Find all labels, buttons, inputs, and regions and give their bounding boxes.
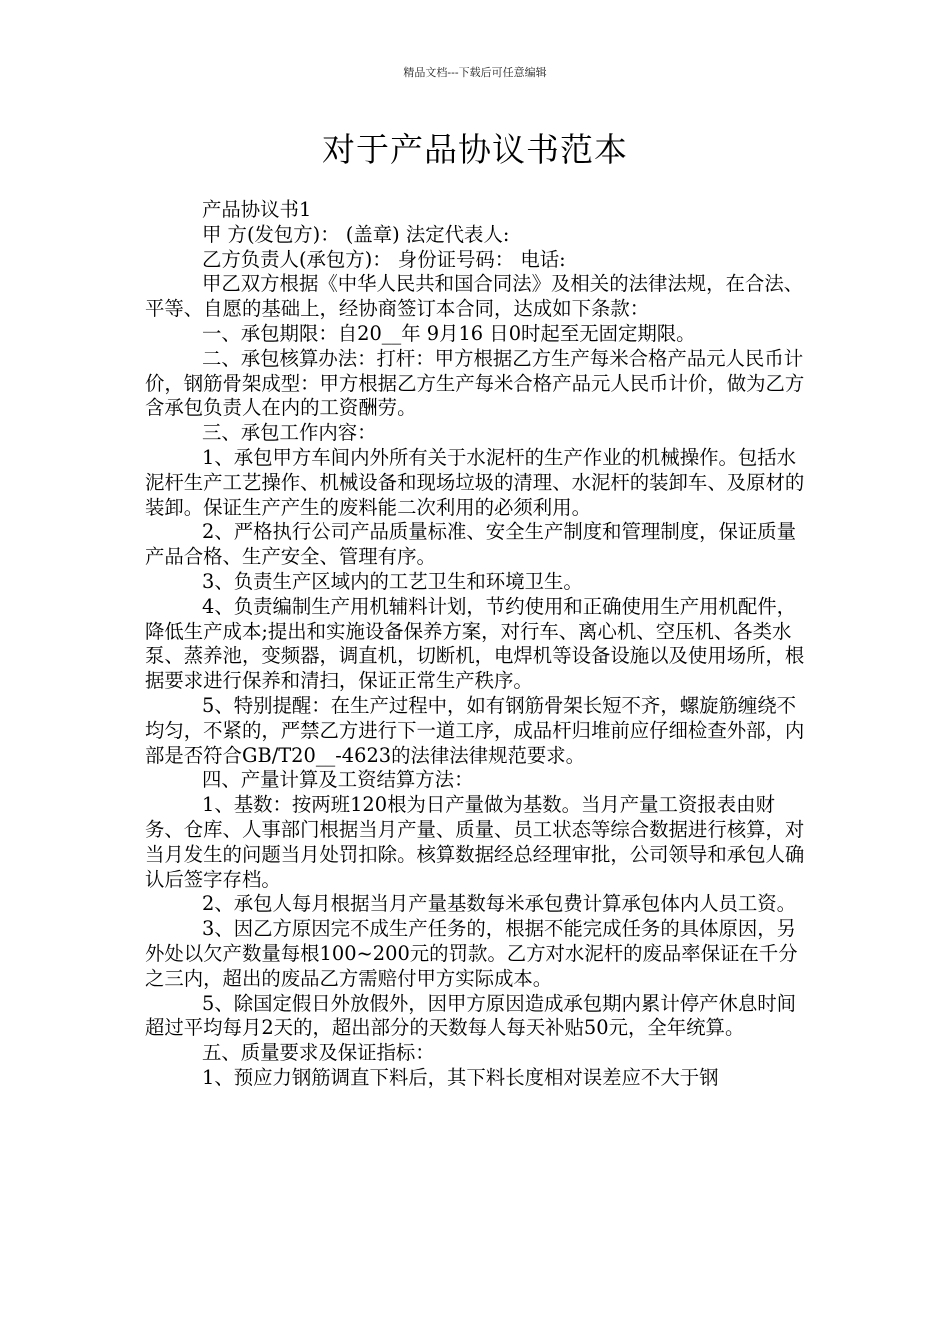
paragraph-subtitle: 产品协议书1 bbox=[202, 198, 312, 221]
paragraph-quality-1: 1、预应力钢筋调直下料后，其下料长度相对误差应不大于钢 bbox=[202, 1065, 719, 1089]
paragraph-wages-heading: 四、产量计算及工资结算方法： bbox=[202, 768, 474, 792]
paragraph-scope-4: 4、负责编制生产用机辅料计划，节约使用和正确使用生产用机配件，降低生产成本;提出和实施设备保养方案，对行车、离心机、空压机、各类水泵、蒸养池，变频器，调直机，切断机，电焊机等设备设施以及使用场所，根据要求进行保养和清扫，保证正常生产秩序。 bbox=[145, 594, 805, 693]
paragraph-quality-heading: 五、质量要求及保证指标： bbox=[202, 1041, 435, 1065]
page-title: 对于产品协议书范本 bbox=[322, 130, 628, 169]
paragraph-scope-1: 1、承包甲方车间内外所有关于水泥杆的生产作业的机械操作。包括水泥杆生产工艺操作、机械设备和现场垃圾的清理、水泥杆的装卸车、及原材的装卸。保证生产产生的废料能二次利用的必须利用。 bbox=[145, 445, 805, 519]
paragraph-wages-3: 3、因乙方原因完不成生产任务的，根据不能完成任务的具体原因，另外处以欠产数量每根100~200元的罚款。乙方对水泥杆的废品率保证在千分之三内，超出的废品乙方需赔付甲方实际成本。 bbox=[145, 917, 798, 990]
paragraph-scope-3: 3、负责生产区域内的工艺卫生和环境卫生。 bbox=[202, 569, 583, 593]
paragraph-accounting: 二、承包核算办法：打杆：甲方根据乙方生产每米合格产品元人民币计价，钢筋骨架成型：甲方根据乙方生产每米合格产品元人民币计价，做为乙方含承包负责人在内的工资酬劳。 bbox=[145, 346, 805, 420]
header-note: 精品文档---下载后可任意编辑 bbox=[403, 66, 547, 79]
paragraph-wages-1: 1、基数：按两班120根为日产量做为基数。当月产量工资报表由财务、仓库、人事部门根据当月产量、质量、员工状态等综合数据进行核算，对当月发生的问题当月处罚扣除。核算数据经总经理审批，公司领导和承包人确认后签字存档。 bbox=[145, 793, 805, 891]
paragraph-party-b: 乙方负责人(承包方)： 身份证号码： 电话: bbox=[202, 247, 566, 271]
paragraph-term: 一、承包期限：自20__年 9月16 日0时起至无固定期限。 bbox=[202, 321, 696, 345]
paragraph-wages-2: 2、承包人每月根据当月产量基数每米承包费计算承包体内人员工资。 bbox=[202, 892, 797, 916]
paragraph-scope-2: 2、严格执行公司产品质量标准、安全生产制度和管理制度，保证质量产品合格、生产安全、管理有序。 bbox=[145, 520, 797, 569]
paragraph-preamble: 甲乙双方根据《中华人民共和国合同法》及相关的法律法规，在合法、平等、自愿的基础上，经协商签订本合同，达成如下条款： bbox=[145, 272, 804, 321]
paragraph-party-a: 甲 方(发包方)： (盖章) 法定代表人: bbox=[202, 222, 510, 246]
paragraph-scope-heading: 三、承包工作内容： bbox=[202, 421, 377, 445]
document-body bbox=[145, 198, 805, 1091]
paragraph-wages-5: 5、除国定假日外放假外，因甲方原因造成承包期内累计停产休息时间超过平均每月2天的，超出部分的天数每人每天补贴50元，全年统算。 bbox=[145, 991, 797, 1040]
paragraph-scope-5: 5、特别提醒：在生产过程中，如有钢筋骨架长短不齐，螺旋筋缠绕不均匀，不紧的，严禁乙方进行下一道工序，成品杆归堆前应仔细检查外部，内部是否符合GB/T20__-4623的法律法律规范要求。 bbox=[145, 693, 805, 767]
